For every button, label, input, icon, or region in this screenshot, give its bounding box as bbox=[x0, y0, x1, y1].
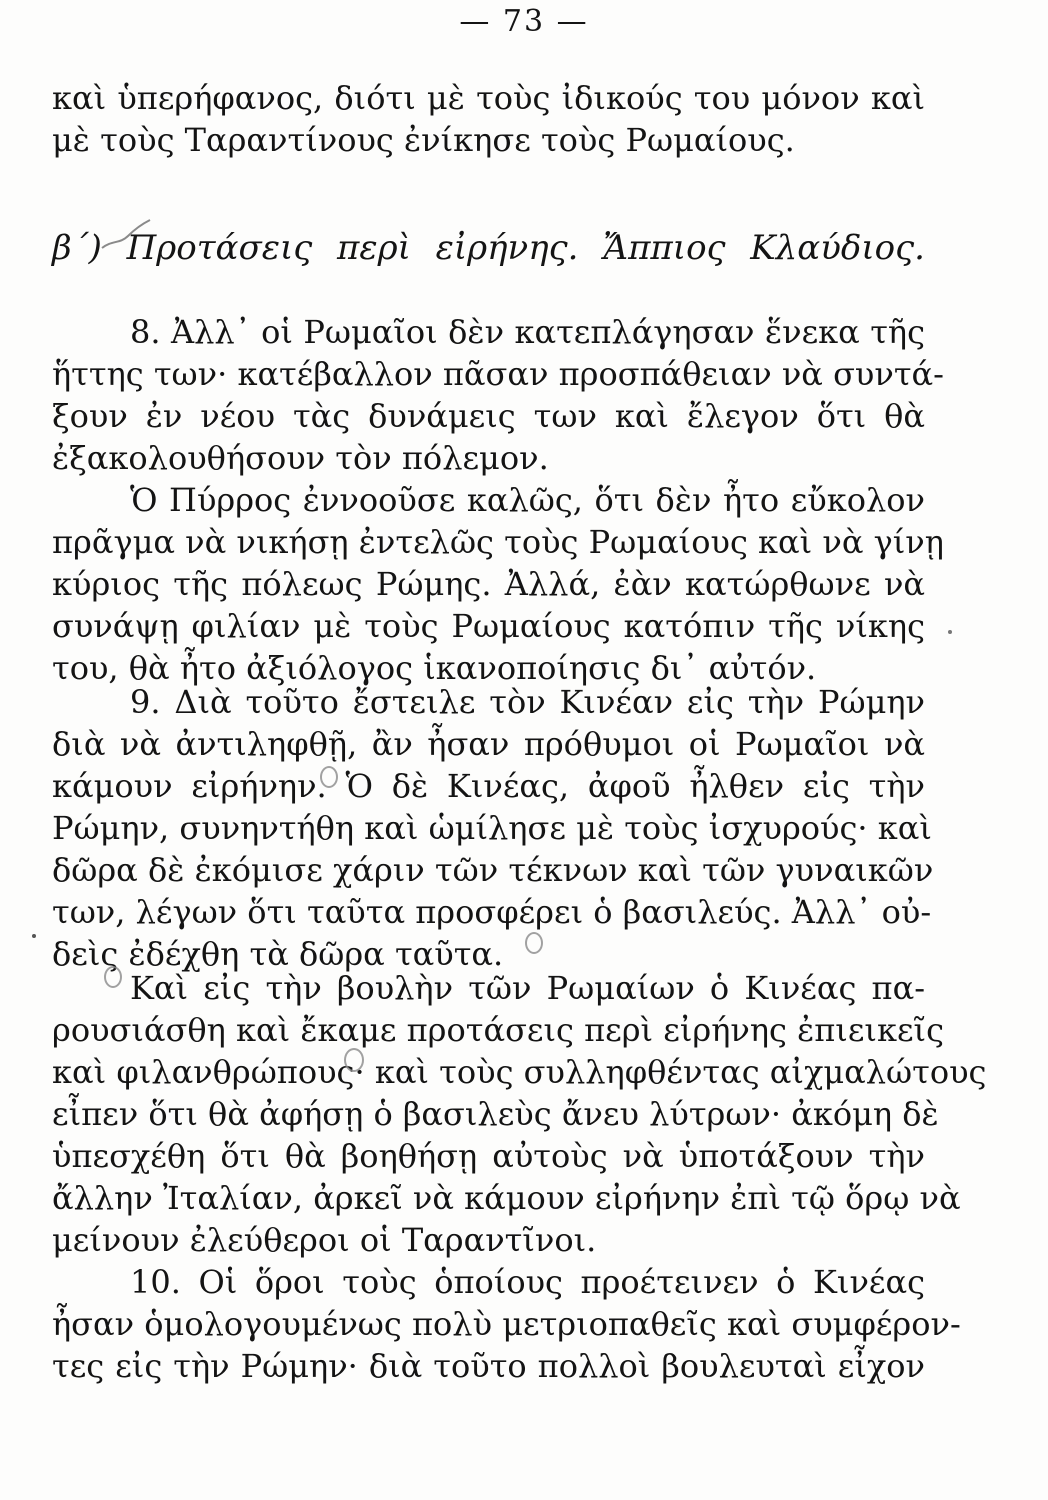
paragraph-10-start: 10. Οἱ ὅροι τοὺς ὁποίους προέτεινεν ὁ Κινέας bbox=[130, 1263, 925, 1301]
text-line: καὶ ὑπερήφανος, διότι μὲ τοὺς ἰδικούς του μόνον καὶ bbox=[52, 79, 925, 117]
text-line: συνάψῃ φιλίαν μὲ τοὺς Ρωμαίους κατόπιν τῆς νίκης bbox=[52, 607, 925, 645]
text-line: κύριος τῆς πόλεως Ρώμης. Ἀλλά, ἐὰν κατώρθωνε νὰ bbox=[52, 565, 925, 603]
section-heading: β΄) Προτάσεις περὶ εἰρήνης. Ἄππιος Κλαύδιος. bbox=[52, 228, 925, 268]
text-line: δεὶς ἐδέχθη τὰ δῶρα ταῦτα. bbox=[52, 935, 504, 973]
page-number: — 73 — bbox=[459, 4, 589, 39]
pencil-circle-mark bbox=[344, 1048, 364, 1072]
text-line: ὑπεσχέθη ὅτι θὰ βοηθήσῃ αὐτοὺς νὰ ὑποτάξουν τὴν bbox=[52, 1137, 925, 1175]
text-line: των, λέγων ὅτι ταῦτα προσφέρει ὁ βασιλεύς. Ἀλλ᾽ οὐ- bbox=[52, 893, 932, 931]
pencil-squiggle-mark bbox=[98, 214, 158, 254]
text-line: κάμουν εἰρήνην. Ὁ δὲ Κινέας, ἀφοῦ ἦλθεν εἰς τὴν bbox=[52, 767, 925, 805]
paragraph-start: Ὁ Πύρρος ἐννοοῦσε καλῶς, ὅτι δὲν ἦτο εὔκολον bbox=[130, 481, 925, 519]
text-line: ἦσαν ὁμολογουμένως πολὺ μετριοπαθεῖς καὶ συμφέρον- bbox=[52, 1305, 961, 1343]
text-line: ρουσιάσθη καὶ ἔκαμε προτάσεις περὶ εἰρήνης ἐπιεικεῖς bbox=[52, 1011, 945, 1049]
text-line: πρᾶγμα νὰ νικήσῃ ἐντελῶς τοὺς Ρωμαίους καὶ νὰ γίνῃ bbox=[52, 523, 944, 561]
pencil-circle-mark bbox=[104, 966, 122, 988]
text-line: διὰ νὰ ἀντιληφθῇ, ἂν ἦσαν πρόθυμοι οἱ Ρωμαῖοι νὰ bbox=[52, 725, 925, 763]
paragraph-8-start: 8. Ἀλλ᾽ οἱ Ρωμαῖοι δὲν κατεπλάγησαν ἕνεκα τῆς bbox=[130, 313, 925, 351]
text-line: τες εἰς τὴν Ρώμην· διὰ τοῦτο πολλοὶ βουλευταὶ εἶχον bbox=[52, 1347, 925, 1385]
text-line: ξουν ἐν νέου τὰς δυνάμεις των καὶ ἔλεγον ὅτι θὰ bbox=[52, 397, 925, 435]
pencil-circle-mark bbox=[320, 766, 338, 788]
text-line: καὶ φιλανθρώπους· καὶ τοὺς συλληφθέντας αἰχμαλώτους bbox=[52, 1053, 987, 1091]
text-line: ἄλλην Ἰταλίαν, ἀρκεῖ νὰ κάμουν εἰρήνην ἐπὶ τῷ ὅρῳ νὰ bbox=[52, 1179, 961, 1217]
text-line: Ρώμην, συνηντήθη καὶ ὡμίλησε μὲ τοὺς ἰσχυρούς· καὶ bbox=[52, 809, 932, 847]
paragraph-start: Καὶ εἰς τὴν βουλὴν τῶν Ρωμαίων ὁ Κινέας πα- bbox=[130, 969, 925, 1007]
text-line: εἶπεν ὅτι θὰ ἀφήσῃ ὁ βασιλεὺς ἄνευ λύτρων· ἀκόμη δὲ bbox=[52, 1095, 939, 1133]
pencil-dot-mark bbox=[28, 930, 40, 942]
paragraph-9-start: 9. Διὰ τοῦτο ἔστειλε τὸν Κινέαν εἰς τὴν Ρώμην bbox=[130, 683, 925, 721]
text-line: μὲ τοὺς Ταραντίνους ἐνίκησε τοὺς Ρωμαίους. bbox=[52, 121, 795, 159]
text-line: του, θὰ ἦτο ἀξιόλογος ἱκανοποίησις δι᾽ αὐτόν. bbox=[52, 649, 817, 687]
text-line: μείνουν ἐλεύθεροι οἱ Ταραντῖνοι. bbox=[52, 1221, 597, 1259]
text-line: ἥττης των· κατέβαλλον πᾶσαν προσπάθειαν νὰ συντά- bbox=[52, 355, 944, 393]
text-line: δῶρα δὲ ἐκόμισε χάριν τῶν τέκνων καὶ τῶν γυναικῶν bbox=[52, 851, 934, 889]
text-line: ἐξακολουθήσουν τὸν πόλεμον. bbox=[52, 439, 549, 477]
pencil-dot-mark bbox=[944, 626, 956, 638]
pencil-circle-mark bbox=[525, 932, 543, 954]
